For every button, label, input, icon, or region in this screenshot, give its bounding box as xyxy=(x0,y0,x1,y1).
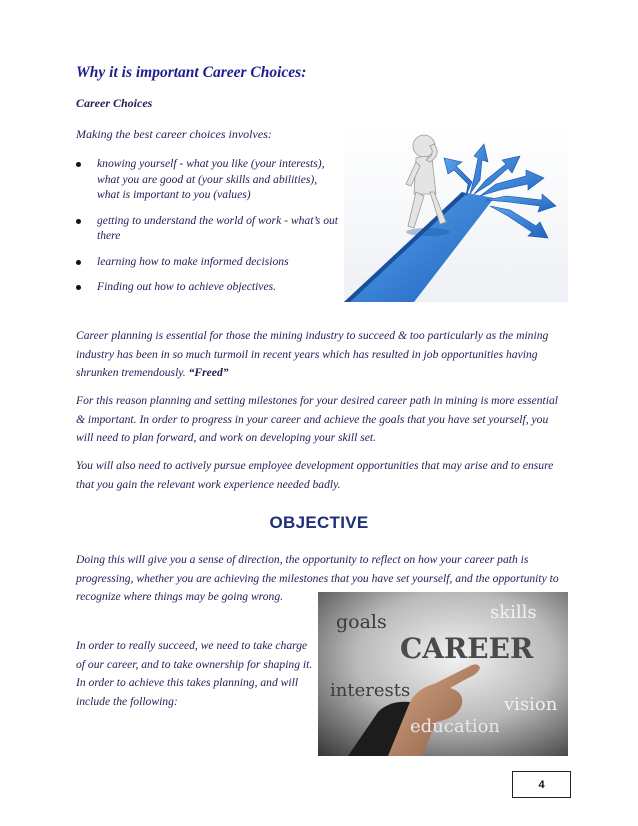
page-heading: Why it is important Career Choices: xyxy=(76,64,307,81)
quote-freed: “Freed” xyxy=(188,366,229,379)
career-path-illustration xyxy=(344,122,568,302)
intro-text: Making the best career choices involves: xyxy=(76,127,272,141)
career-words-photo xyxy=(318,592,568,756)
bullet-item: getting to understand the world of work - what’s out there xyxy=(76,213,341,244)
paragraph-development: You will also need to actively pursue employee development opportunities that may arise and to ensure that you gain the relevant work experience needed badly. xyxy=(76,459,554,491)
bullet-item: Finding out how to achieve objectives. xyxy=(76,279,341,295)
objective-paragraph-direction-text: Doing this will give you a sense of direction, the opportunity to reflect on how your career path is progressing, whether you are achieving the milestones that you have set yourself, and the opportunity to recognize where things may be going wrong. xyxy=(76,553,559,603)
word-skills: skills xyxy=(490,602,537,623)
bullet-list xyxy=(76,156,341,305)
page-number-box xyxy=(512,771,571,798)
objective-paragraph-ownership: In order to really succeed, we need to take charge of our career, and to take ownership for shaping it. In order to achieve this takes planning, and will include the following: xyxy=(76,639,313,708)
word-goals: goals xyxy=(336,611,387,633)
word-career: CAREER xyxy=(400,632,534,665)
paragraph-career-planning xyxy=(76,327,566,383)
word-education: education xyxy=(410,716,500,737)
paragraph-milestones: For this reason planning and setting milestones for your desired career path in mining is more essential & important. In order to progress in your career and achieve the goals that you have set yourself, you will need to plan forward, and work on developing your skill set. xyxy=(76,394,558,444)
bullet-item: knowing yourself - what you like (your interests), what you are good at (your skills and abilities), what is important to you (values) xyxy=(76,156,341,203)
objective-heading: OBJECTIVE xyxy=(269,513,369,532)
word-vision: vision xyxy=(504,694,558,715)
bullet-item: learning how to make informed decisions xyxy=(76,254,341,270)
page-number: 4 xyxy=(538,778,545,791)
section-subheading: Career Choices xyxy=(76,96,153,110)
word-interests: interests xyxy=(330,680,411,701)
paragraph-career-planning-text: Career planning is essential for those the mining industry to succeed & too particularly as the mining industry has been in so much turmoil in recent years which has resulted in job opportunities having shrunken tremendously. xyxy=(76,329,549,379)
